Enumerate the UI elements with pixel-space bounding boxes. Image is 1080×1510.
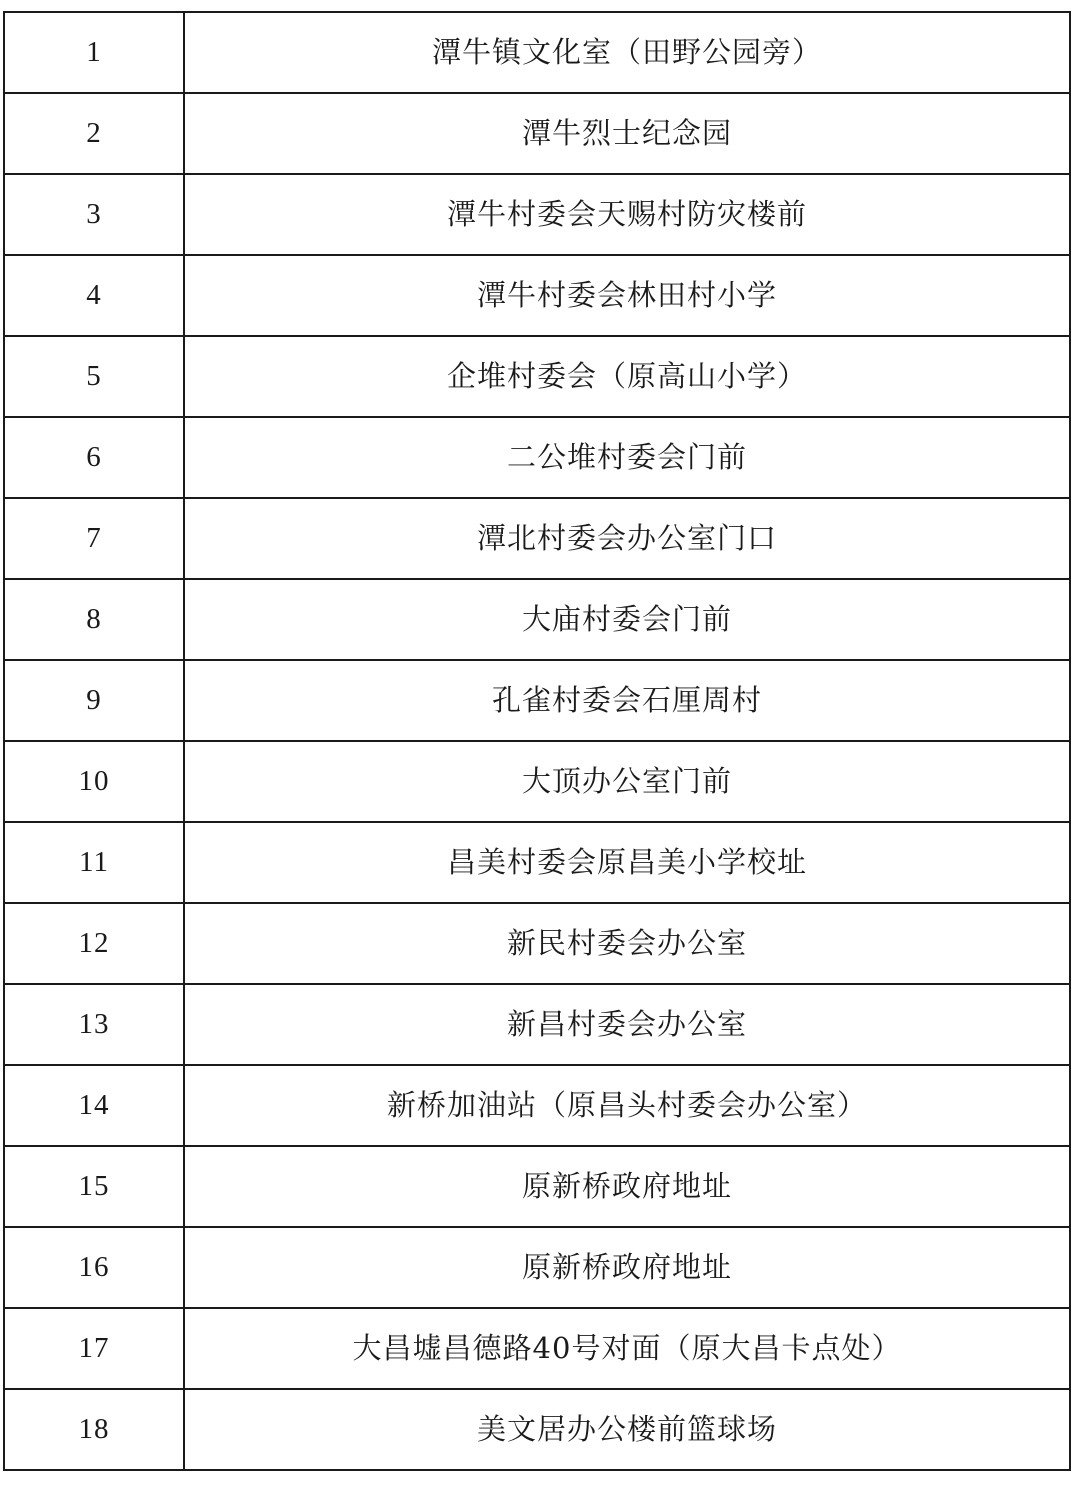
row-number: 9 [4,660,184,741]
row-number: 18 [4,1389,184,1470]
table-row [4,336,1070,417]
row-number: 5 [4,336,184,417]
row-number: 2 [4,93,184,174]
table-row [4,903,1070,984]
row-location: 原新桥政府地址 [184,1227,1070,1308]
table-row [4,174,1070,255]
table-row [4,822,1070,903]
row-number: 8 [4,579,184,660]
row-location: 新桥加油站（原昌头村委会办公室） [184,1065,1070,1146]
row-location: 新民村委会办公室 [184,903,1070,984]
table-row [4,255,1070,336]
row-number: 12 [4,903,184,984]
table-row [4,984,1070,1065]
row-location: 企堆村委会（原高山小学） [184,336,1070,417]
row-location: 潭牛烈士纪念园 [184,93,1070,174]
row-number: 17 [4,1308,184,1389]
table-row [4,417,1070,498]
row-number: 4 [4,255,184,336]
row-number: 13 [4,984,184,1065]
row-location: 潭北村委会办公室门口 [184,498,1070,579]
row-location: 大顶办公室门前 [184,741,1070,822]
table-row [4,1065,1070,1146]
row-number: 1 [4,12,184,93]
row-location: 新昌村委会办公室 [184,984,1070,1065]
location-table-body [4,12,1070,1470]
row-location: 孔雀村委会石厘周村 [184,660,1070,741]
row-location: 潭牛镇文化室（田野公园旁） [184,12,1070,93]
row-location: 潭牛村委会天赐村防灾楼前 [184,174,1070,255]
location-table [3,11,1071,1471]
table-row [4,579,1070,660]
table-row [4,741,1070,822]
row-number: 14 [4,1065,184,1146]
table-row [4,660,1070,741]
table-row [4,498,1070,579]
row-location: 大昌墟昌德路40号对面（原大昌卡点处） [184,1308,1070,1389]
table-row [4,93,1070,174]
row-number: 3 [4,174,184,255]
row-number: 15 [4,1146,184,1227]
table-row [4,1227,1070,1308]
row-number: 7 [4,498,184,579]
row-location: 美文居办公楼前篮球场 [184,1389,1070,1470]
table-row [4,1146,1070,1227]
row-number: 11 [4,822,184,903]
row-location: 原新桥政府地址 [184,1146,1070,1227]
location-table-container [3,11,1069,1471]
row-location: 昌美村委会原昌美小学校址 [184,822,1070,903]
table-row [4,1308,1070,1389]
row-location: 二公堆村委会门前 [184,417,1070,498]
row-number: 6 [4,417,184,498]
row-location: 大庙村委会门前 [184,579,1070,660]
row-number: 16 [4,1227,184,1308]
row-location: 潭牛村委会林田村小学 [184,255,1070,336]
row-number: 10 [4,741,184,822]
table-row [4,12,1070,93]
table-row [4,1389,1070,1470]
